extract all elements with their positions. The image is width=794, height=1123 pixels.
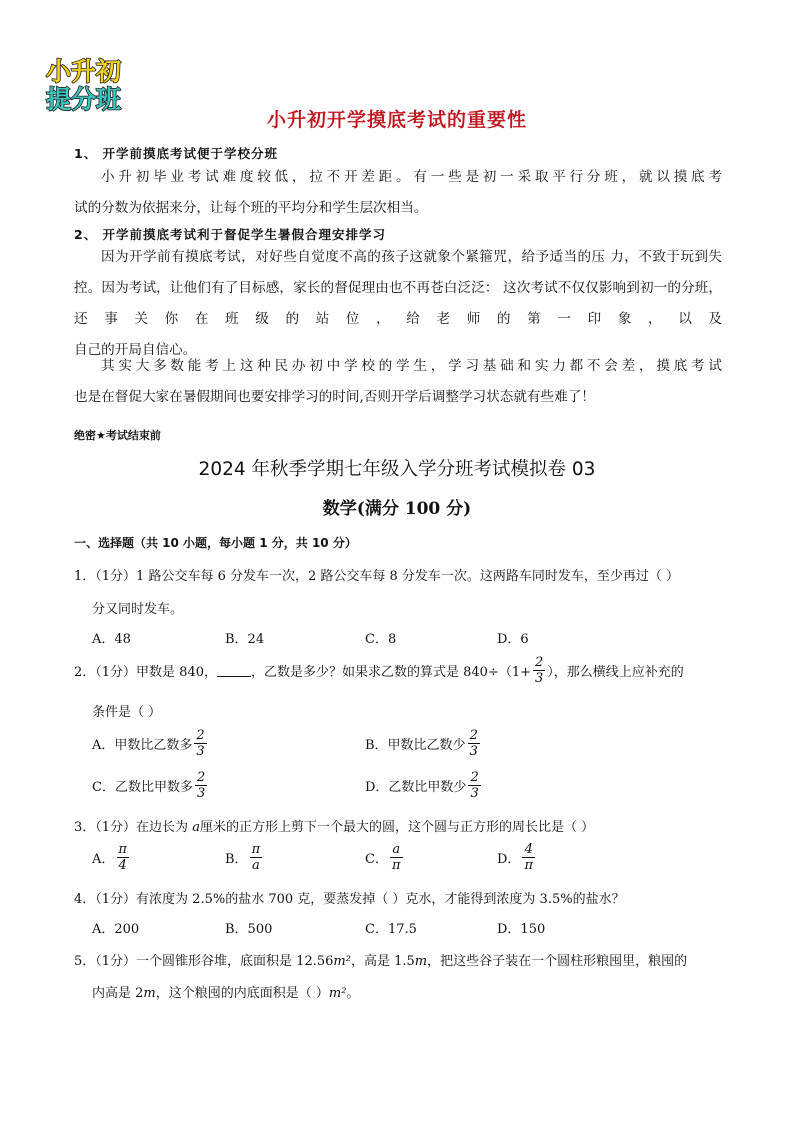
p2-line-1: 因为开学前有摸底考试，对好些自觉度不高的孩子这就象个紧箍咒，给予适当的压 (101, 249, 606, 265)
p2-line-2: 力，不致于玩到失控。因为考试，让他们有了目标感，家长的督促理由也不再苍白泛泛： (74, 249, 722, 296)
q2-line-2: 条件是（ ） (92, 705, 162, 720)
q3-option-a: A． $\frac{\pi}{4}$ (92, 842, 127, 873)
q3-option-b: B． $\frac{\pi}{a}$ (225, 842, 261, 873)
q1-option-c: C．8 (365, 632, 397, 647)
p3-line-2: 也是在督促大家在暑假期间也要安排学习的时间,否则开学后调整学习状态就有些难了！ (74, 389, 595, 405)
q2-line-1 (74, 655, 684, 686)
section-heading: 一、选择题（共 10 小题，每小题 1 分，共 10 分） (74, 536, 357, 550)
logo-line1: 小升初 (46, 57, 122, 86)
q2-option-d: D．乙数比甲数少 $\frac{2}{3}$ (365, 770, 479, 801)
q4-option-b: B．500 (225, 922, 273, 937)
intro-heading-1: 1、 开学前摸底考试便于学校分班 (74, 146, 279, 161)
intro-paragraph-2 (74, 242, 722, 366)
intro-paragraph-3 (74, 351, 722, 413)
q3-option-c: C． $\frac{a}{\pi}$ (365, 842, 401, 873)
q5-line-1: 5．（1分）一个圆锥形谷堆，底面积是 12.56m²，高是 1.5m，把这些谷子装在一个圆柱形粮囤里，粮囤的 (74, 954, 688, 969)
q1-option-a: A．48 (92, 632, 131, 647)
q4-option-d: D．150 (497, 922, 546, 937)
secret-label: 绝密★考试结束前 (74, 429, 161, 442)
intro-title: 小升初开学摸底考试的重要性 (266, 109, 527, 131)
q2-blank (217, 664, 251, 677)
exam-subtitle: 数学(满分 100 分) (322, 499, 472, 519)
q1-line-1: 1．（1分）1 路公交车每 6 分发车一次，2 路公交车每 8 分发车一次。这两路车同时发车，至少再过（ ） (74, 569, 680, 584)
q3-option-d: D． $\frac{4}{\pi}$ (497, 842, 533, 873)
logo-line2: 提分班 (46, 85, 122, 114)
q2-post: ），那么横线上应补充的 (547, 665, 684, 680)
q2-option-c: C．乙数比甲数多 $\frac{2}{3}$ (92, 770, 206, 801)
q5-line-2: 内高是 2m，这个粮囤的内底面积是（ ）m²。 (92, 986, 360, 1001)
intro-heading-2: 2、 开学前摸底考试利于督促学生暑假合理安排学习 (74, 227, 387, 242)
q2-option-b: B．甲数比乙数少 $\frac{2}{3}$ (365, 728, 478, 759)
p2-line-4: 自己的开局自信心。 (74, 342, 197, 358)
p1-line-2: 试的分数为依据来分，让每个班的平均分和学生层次相当。 (74, 200, 428, 216)
q2-option-a: A．甲数比乙数多 $\frac{2}{3}$ (92, 728, 205, 759)
q4-line-1: 4．（1分）有浓度为 2.5%的盐水 700 克，要蒸发掉（ ）克水，才能得到浓度为 3.5%的盐水？ (74, 892, 625, 907)
q4-option-a: A．200 (92, 922, 140, 937)
q3-line-1: 3．（1分）在边长为 a厘米的正方形上剪下一个最大的圆，这个圆与正方形的周长比是（ ） (74, 820, 595, 835)
intro-paragraph-1 (74, 162, 722, 224)
q1-option-b: B．24 (225, 632, 265, 647)
p2-line-3: 这次考试不仅仅影响到初一的分班，还事关你在班级的站位，给老师的第一印象，以及 (74, 280, 723, 327)
exam-title: 2024 年秋季学期七年级入学分班考试模拟卷 03 (198, 459, 596, 480)
p1-line-1: 小升初毕业考试难度较低，拉不开差距。有一些是初一采取平行分班，就以摸底考 (101, 169, 722, 185)
q2-fraction: $\frac{2}{3}$ (535, 655, 544, 686)
q2-mid: ，乙数是多少？如果求乙数的算式是 840÷（1+ (251, 665, 532, 680)
q4-option-c: C．17.5 (365, 922, 417, 937)
p3-line-1: 其实大多数能考上这种民办初中学校的学生，学习基础和实力都不会差，摸底考试 (101, 358, 722, 374)
q2-pre: 2．（1分）甲数是 840， (74, 665, 217, 680)
q1-line-2: 分又同时发车。 (92, 602, 184, 617)
q1-option-d: D．6 (497, 632, 529, 647)
